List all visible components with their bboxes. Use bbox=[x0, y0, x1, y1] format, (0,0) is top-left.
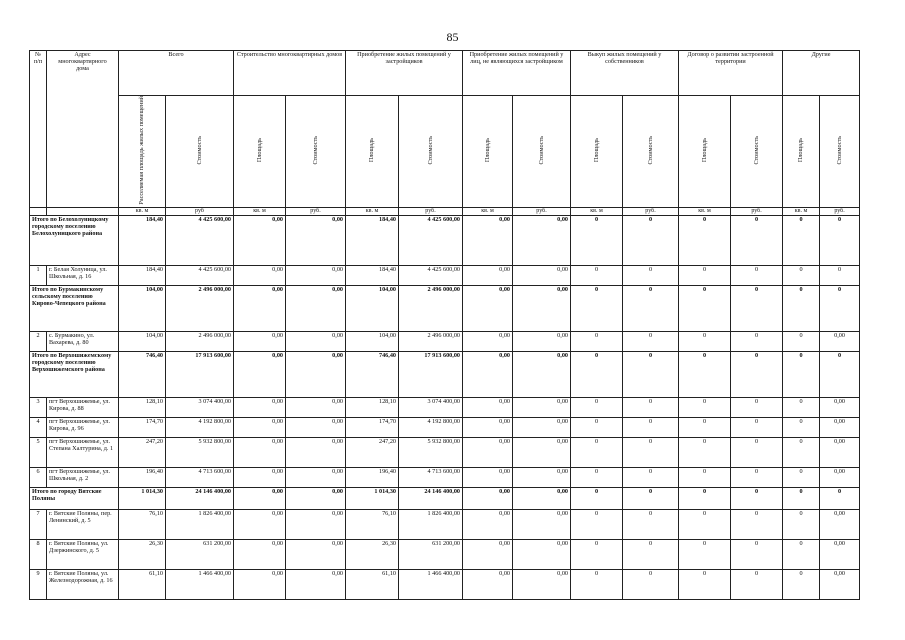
subheader-label: Площадь bbox=[483, 138, 491, 163]
value-cell: 0 bbox=[623, 539, 679, 569]
row-address: с. Бурмакино, ул. Вахарева, д. 80 bbox=[47, 331, 119, 351]
subheader-label: Площадь bbox=[592, 138, 600, 163]
value-cell: 0,00 bbox=[286, 351, 346, 397]
subheader-cell bbox=[166, 96, 234, 208]
value-cell: 0 bbox=[623, 487, 679, 509]
row-number: 6 bbox=[30, 467, 47, 487]
subheader-label: Стоимость bbox=[537, 136, 545, 165]
value-cell: 746,40 bbox=[119, 351, 166, 397]
value-cell: 0 bbox=[731, 215, 783, 265]
value-cell: 0 bbox=[571, 331, 623, 351]
value-cell: 0 bbox=[731, 487, 783, 509]
group-header-other: Другие bbox=[783, 51, 860, 96]
value-cell: 0,00 bbox=[463, 351, 513, 397]
value-cell: 0,00 bbox=[513, 509, 571, 539]
value-cell: 0 bbox=[623, 509, 679, 539]
value-cell: 0,00 bbox=[820, 417, 860, 437]
subheader-label: Стоимость bbox=[195, 136, 203, 165]
value-cell: 0 bbox=[571, 569, 623, 599]
value-cell: 0,00 bbox=[820, 397, 860, 417]
row-number: 4 bbox=[30, 417, 47, 437]
group-header-development-agreement: Договор о развитии застроенной территории bbox=[679, 51, 783, 96]
value-cell: 0 bbox=[623, 285, 679, 331]
value-cell: 1 466 400,00 bbox=[166, 569, 234, 599]
value-cell: 0 bbox=[679, 285, 731, 331]
value-cell: 0,00 bbox=[463, 215, 513, 265]
value-cell: 0 bbox=[731, 351, 783, 397]
value-cell: 0,00 bbox=[513, 265, 571, 285]
value-cell: 196,40 bbox=[119, 467, 166, 487]
group-header-construction: Строительство многоквартирных домов bbox=[234, 51, 346, 96]
value-cell: 0 bbox=[783, 265, 820, 285]
row-address: г. Белая Холуница, ул. Школьная, д. 16 bbox=[47, 265, 119, 285]
value-cell: 0,00 bbox=[513, 467, 571, 487]
unit-cell: руб. bbox=[731, 207, 783, 215]
subheader-label: Стоимость bbox=[311, 136, 319, 165]
value-cell: 0 bbox=[571, 265, 623, 285]
unit-cell: кв. м bbox=[119, 207, 166, 215]
value-cell: 0 bbox=[679, 569, 731, 599]
value-cell: 0 bbox=[783, 437, 820, 467]
value-cell: 0 bbox=[820, 285, 860, 331]
subtotal-row bbox=[30, 351, 860, 397]
value-cell: 0,00 bbox=[234, 215, 286, 265]
unit-cell: кв. м bbox=[571, 207, 623, 215]
table-row bbox=[30, 509, 860, 539]
col-address-header: Адрес многоквартирного дома bbox=[47, 51, 119, 208]
value-cell: 4 713 600,00 bbox=[166, 467, 234, 487]
value-cell: 1 466 400,00 bbox=[399, 569, 463, 599]
value-cell: 196,40 bbox=[346, 467, 399, 487]
value-cell: 24 146 400,00 bbox=[166, 487, 234, 509]
value-cell: 4 192 800,00 bbox=[166, 417, 234, 437]
value-cell: 26,30 bbox=[346, 539, 399, 569]
value-cell: 0 bbox=[679, 417, 731, 437]
value-cell: 0,00 bbox=[513, 569, 571, 599]
value-cell: 247,20 bbox=[346, 437, 399, 467]
row-address: пгт Верхошижемье, ул. Школьная, д. 2 bbox=[47, 467, 119, 487]
value-cell: 0 bbox=[571, 509, 623, 539]
row-address: пгт Верхошижемье, ул. Кирова, д. 96 bbox=[47, 417, 119, 437]
value-cell: 0 bbox=[731, 285, 783, 331]
row-address: г. Вятские Поляны, пер. Ленинский, д. 5 bbox=[47, 509, 119, 539]
value-cell: 0,00 bbox=[513, 487, 571, 509]
row-address: г. Вятские Поляны, ул. Дзержинского, д. 5 bbox=[47, 539, 119, 569]
value-cell: 0 bbox=[679, 397, 731, 417]
value-cell: 0 bbox=[623, 437, 679, 467]
units-blank bbox=[30, 207, 47, 215]
value-cell: 0 bbox=[820, 215, 860, 265]
unit-cell: кв. м bbox=[679, 207, 731, 215]
row-name: Итого по городу Вятские Поляны bbox=[30, 487, 119, 509]
value-cell: 174,70 bbox=[119, 417, 166, 437]
table-row bbox=[30, 467, 860, 487]
value-cell: 0,00 bbox=[463, 539, 513, 569]
table-row bbox=[30, 265, 860, 285]
value-cell: 0 bbox=[783, 285, 820, 331]
value-cell: 0 bbox=[623, 215, 679, 265]
unit-cell: руб. bbox=[399, 207, 463, 215]
value-cell: 0,00 bbox=[463, 509, 513, 539]
value-cell: 4 713 600,00 bbox=[399, 467, 463, 487]
value-cell: 0,00 bbox=[234, 265, 286, 285]
col-no-header: № п/п bbox=[30, 51, 47, 208]
value-cell: 0,00 bbox=[513, 417, 571, 437]
value-cell: 184,40 bbox=[119, 215, 166, 265]
subheader-cell bbox=[571, 96, 623, 208]
subheader-label: Расселяемая площадь жилых помещений bbox=[138, 96, 146, 205]
unit-cell: кв. м bbox=[346, 207, 399, 215]
value-cell: 24 146 400,00 bbox=[399, 487, 463, 509]
value-cell: 3 074 400,00 bbox=[166, 397, 234, 417]
row-number: 2 bbox=[30, 331, 47, 351]
value-cell: 0,00 bbox=[286, 437, 346, 467]
value-cell: 0,00 bbox=[286, 539, 346, 569]
value-cell: 0,00 bbox=[513, 351, 571, 397]
value-cell: 4 425 600,00 bbox=[399, 215, 463, 265]
subtotal-row bbox=[30, 215, 860, 265]
value-cell: 0 bbox=[571, 397, 623, 417]
value-cell: 1 826 400,00 bbox=[399, 509, 463, 539]
unit-cell: кв. м bbox=[234, 207, 286, 215]
unit-cell: руб bbox=[166, 207, 234, 215]
value-cell: 0 bbox=[679, 215, 731, 265]
value-cell: 17 913 600,00 bbox=[166, 351, 234, 397]
subheader-cell bbox=[679, 96, 731, 208]
subheader-cell bbox=[783, 96, 820, 208]
value-cell: 1 014,30 bbox=[346, 487, 399, 509]
subheader-cell bbox=[286, 96, 346, 208]
table-row bbox=[30, 437, 860, 467]
value-cell: 0 bbox=[731, 265, 783, 285]
value-cell: 1 014,30 bbox=[119, 487, 166, 509]
unit-cell: кв. м bbox=[463, 207, 513, 215]
value-cell: 0,00 bbox=[820, 467, 860, 487]
row-number: 8 bbox=[30, 539, 47, 569]
value-cell: 0 bbox=[679, 331, 731, 351]
value-cell: 184,40 bbox=[119, 265, 166, 285]
value-cell: 0 bbox=[820, 265, 860, 285]
resettlement-table bbox=[29, 50, 860, 600]
value-cell: 0 bbox=[783, 417, 820, 437]
value-cell: 0,00 bbox=[463, 569, 513, 599]
subheader-cell bbox=[463, 96, 513, 208]
row-number: 9 bbox=[30, 569, 47, 599]
value-cell: 0 bbox=[571, 351, 623, 397]
value-cell: 0 bbox=[571, 467, 623, 487]
subtotal-row bbox=[30, 487, 860, 509]
value-cell: 0 bbox=[623, 331, 679, 351]
value-cell: 0,00 bbox=[234, 285, 286, 331]
value-cell: 5 932 800,00 bbox=[399, 437, 463, 467]
value-cell: 61,10 bbox=[346, 569, 399, 599]
row-number: 3 bbox=[30, 397, 47, 417]
value-cell: 0 bbox=[783, 487, 820, 509]
value-cell: 0,00 bbox=[820, 569, 860, 599]
value-cell: 2 496 000,00 bbox=[399, 285, 463, 331]
value-cell: 0,00 bbox=[286, 265, 346, 285]
value-cell: 0,00 bbox=[234, 351, 286, 397]
value-cell: 0,00 bbox=[463, 467, 513, 487]
value-cell: 184,40 bbox=[346, 215, 399, 265]
value-cell: 104,00 bbox=[119, 331, 166, 351]
value-cell: 0,00 bbox=[234, 569, 286, 599]
value-cell: 0,00 bbox=[513, 215, 571, 265]
value-cell: 0,00 bbox=[820, 539, 860, 569]
row-number: 5 bbox=[30, 437, 47, 467]
table-row bbox=[30, 397, 860, 417]
subheader-cell bbox=[820, 96, 860, 208]
value-cell: 0 bbox=[783, 539, 820, 569]
unit-cell: руб. bbox=[820, 207, 860, 215]
value-cell: 0,00 bbox=[513, 437, 571, 467]
value-cell: 0 bbox=[731, 467, 783, 487]
subheader-label: Площадь bbox=[368, 138, 376, 163]
table-row bbox=[30, 331, 860, 351]
value-cell: 0,00 bbox=[234, 331, 286, 351]
group-header-total: Всего bbox=[119, 51, 234, 96]
value-cell: 0,00 bbox=[234, 397, 286, 417]
unit-cell: кв. м bbox=[783, 207, 820, 215]
value-cell: 0 bbox=[623, 351, 679, 397]
value-cell: 104,00 bbox=[346, 331, 399, 351]
value-cell: 0 bbox=[783, 467, 820, 487]
value-cell: 0 bbox=[571, 417, 623, 437]
value-cell: 128,10 bbox=[119, 397, 166, 417]
subheader-cell bbox=[119, 96, 166, 208]
value-cell: 0 bbox=[623, 569, 679, 599]
value-cell: 0,00 bbox=[234, 437, 286, 467]
value-cell: 5 932 800,00 bbox=[166, 437, 234, 467]
value-cell: 0 bbox=[731, 539, 783, 569]
value-cell: 0 bbox=[783, 331, 820, 351]
value-cell: 3 074 400,00 bbox=[399, 397, 463, 417]
subheader-cell bbox=[513, 96, 571, 208]
row-address: г. Вятские Поляны, ул. Железнодорожная, д. 16 bbox=[47, 569, 119, 599]
unit-cell: руб. bbox=[513, 207, 571, 215]
page-number: 85 bbox=[446, 30, 459, 44]
value-cell: 104,00 bbox=[119, 285, 166, 331]
value-cell: 0 bbox=[731, 569, 783, 599]
value-cell: 0,00 bbox=[463, 331, 513, 351]
value-cell: 0,00 bbox=[286, 487, 346, 509]
value-cell: 0,00 bbox=[286, 397, 346, 417]
value-cell: 0 bbox=[783, 397, 820, 417]
value-cell: 0 bbox=[623, 467, 679, 487]
value-cell: 0,00 bbox=[234, 417, 286, 437]
row-number: 7 bbox=[30, 509, 47, 539]
subheader-label: Стоимость bbox=[646, 136, 654, 165]
value-cell: 2 496 000,00 bbox=[166, 285, 234, 331]
value-cell: 0,00 bbox=[286, 569, 346, 599]
value-cell: 0 bbox=[731, 331, 783, 351]
value-cell: 0,00 bbox=[286, 285, 346, 331]
subheader-cell bbox=[399, 96, 463, 208]
value-cell: 0 bbox=[571, 487, 623, 509]
value-cell: 0 bbox=[820, 487, 860, 509]
value-cell: 0 bbox=[731, 509, 783, 539]
value-cell: 4 425 600,00 bbox=[166, 215, 234, 265]
value-cell: 26,30 bbox=[119, 539, 166, 569]
value-cell: 0 bbox=[820, 351, 860, 397]
subheader-cell bbox=[234, 96, 286, 208]
subheader-cell bbox=[623, 96, 679, 208]
value-cell: 2 496 000,00 bbox=[166, 331, 234, 351]
value-cell: 0,00 bbox=[820, 331, 860, 351]
table-row bbox=[30, 569, 860, 599]
value-cell: 0 bbox=[679, 467, 731, 487]
value-cell: 0,00 bbox=[463, 437, 513, 467]
row-name: Итого по Верхошижемскому городскому поселению Верхошижемского района bbox=[30, 351, 119, 397]
value-cell: 0 bbox=[679, 437, 731, 467]
value-cell: 631 200,00 bbox=[166, 539, 234, 569]
unit-cell: руб. bbox=[623, 207, 679, 215]
value-cell: 0,00 bbox=[286, 509, 346, 539]
value-cell: 0 bbox=[783, 509, 820, 539]
row-name: Итого по Бурмакинскому сельскому поселению Кирово-Чепецкого района bbox=[30, 285, 119, 331]
value-cell: 0,00 bbox=[463, 487, 513, 509]
value-cell: 2 496 000,00 bbox=[399, 331, 463, 351]
value-cell: 0,00 bbox=[286, 467, 346, 487]
value-cell: 0 bbox=[571, 437, 623, 467]
value-cell: 0,00 bbox=[463, 285, 513, 331]
value-cell: 4 192 800,00 bbox=[399, 417, 463, 437]
value-cell: 247,20 bbox=[119, 437, 166, 467]
value-cell: 0,00 bbox=[234, 467, 286, 487]
value-cell: 0 bbox=[679, 265, 731, 285]
value-cell: 4 425 600,00 bbox=[166, 265, 234, 285]
value-cell: 0 bbox=[623, 397, 679, 417]
value-cell: 0 bbox=[679, 487, 731, 509]
subheader-label: Стоимость bbox=[835, 136, 843, 165]
value-cell: 0,00 bbox=[513, 397, 571, 417]
value-cell: 76,10 bbox=[346, 509, 399, 539]
value-cell: 104,00 bbox=[346, 285, 399, 331]
value-cell: 746,40 bbox=[346, 351, 399, 397]
group-header-developer-purchase: Приобретение жилых помещений у застройщиков bbox=[346, 51, 463, 96]
value-cell: 0 bbox=[571, 215, 623, 265]
value-cell: 0 bbox=[783, 215, 820, 265]
group-header-buyout: Выкуп жилых помещений у собственников bbox=[571, 51, 679, 96]
subheader-label: Стоимость bbox=[752, 136, 760, 165]
value-cell: 4 425 600,00 bbox=[399, 265, 463, 285]
value-cell: 0 bbox=[571, 285, 623, 331]
value-cell: 0 bbox=[783, 569, 820, 599]
value-cell: 631 200,00 bbox=[399, 539, 463, 569]
subtotal-row bbox=[30, 285, 860, 331]
value-cell: 0 bbox=[571, 539, 623, 569]
value-cell: 76,10 bbox=[119, 509, 166, 539]
value-cell: 1 826 400,00 bbox=[166, 509, 234, 539]
value-cell: 0,00 bbox=[820, 509, 860, 539]
value-cell: 0,00 bbox=[513, 331, 571, 351]
value-cell: 128,10 bbox=[346, 397, 399, 417]
value-cell: 0,00 bbox=[463, 397, 513, 417]
subheader-label: Площадь bbox=[797, 138, 805, 163]
subheader-cell bbox=[346, 96, 399, 208]
value-cell: 0 bbox=[623, 417, 679, 437]
value-cell: 0,00 bbox=[234, 487, 286, 509]
value-cell: 0 bbox=[731, 437, 783, 467]
value-cell: 0,00 bbox=[234, 539, 286, 569]
value-cell: 0,00 bbox=[513, 539, 571, 569]
group-header-nondeveloper-purchase: Приобретение жилых помещений у лиц, не являющихся застройщиком bbox=[463, 51, 571, 96]
row-address: пгт Верхошижемье, ул. Степана Халтурина, д. 1 bbox=[47, 437, 119, 467]
unit-cell: руб. bbox=[286, 207, 346, 215]
row-name: Итого по Белохолуницкому городскому поселению Белохолуницкого района bbox=[30, 215, 119, 265]
value-cell: 0,00 bbox=[286, 331, 346, 351]
value-cell: 0 bbox=[731, 417, 783, 437]
table-row bbox=[30, 417, 860, 437]
value-cell: 0,00 bbox=[286, 417, 346, 437]
value-cell: 184,40 bbox=[346, 265, 399, 285]
value-cell: 61,10 bbox=[119, 569, 166, 599]
value-cell: 0,00 bbox=[286, 215, 346, 265]
value-cell: 0,00 bbox=[820, 437, 860, 467]
subheader-cell bbox=[731, 96, 783, 208]
value-cell: 0,00 bbox=[463, 265, 513, 285]
table-row bbox=[30, 539, 860, 569]
value-cell: 0 bbox=[731, 397, 783, 417]
subheader-label: Площадь bbox=[255, 138, 263, 163]
value-cell: 0 bbox=[679, 539, 731, 569]
value-cell: 0,00 bbox=[463, 417, 513, 437]
value-cell: 174,70 bbox=[346, 417, 399, 437]
value-cell: 0 bbox=[623, 265, 679, 285]
value-cell: 0 bbox=[679, 351, 731, 397]
value-cell: 0 bbox=[783, 351, 820, 397]
value-cell: 0,00 bbox=[234, 509, 286, 539]
row-address: пгт Верхошижемье, ул. Кирова, д. 88 bbox=[47, 397, 119, 417]
value-cell: 17 913 600,00 bbox=[399, 351, 463, 397]
row-number: 1 bbox=[30, 265, 47, 285]
units-blank bbox=[47, 207, 119, 215]
subheader-label: Площадь bbox=[700, 138, 708, 163]
value-cell: 0,00 bbox=[513, 285, 571, 331]
value-cell: 0 bbox=[679, 509, 731, 539]
subheader-label: Стоимость bbox=[426, 136, 434, 165]
